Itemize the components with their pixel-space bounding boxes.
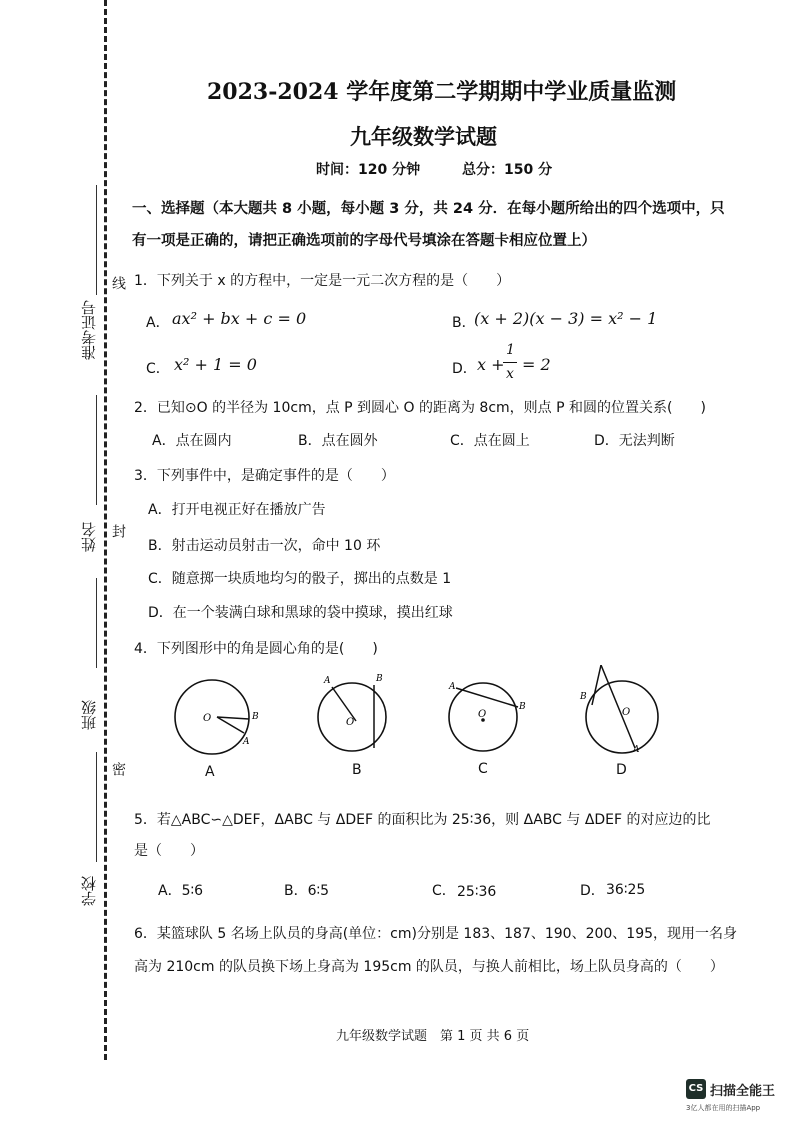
q1-option-d-label: D． [452,361,477,377]
exam-title: 2023-2024 学年度第二学期期中学业质量监测 [207,79,677,105]
name-label: 姓名 [80,522,98,552]
q1-option-b-expr: (x + 2)(x − 3) = x² − 1 [474,309,658,328]
q1-stem: 1．下列关于 x 的方程中，一定是一元二次方程的是（ ） [134,273,511,289]
seal-secret-char: 密 [110,762,126,776]
q5-option-d-value: 36∶25 [606,882,646,898]
q4-fig-label-d: D [616,762,627,778]
q1-option-c-label: C． [146,361,170,377]
seal-line-char: 线 [110,276,126,290]
class-label: 班级 [80,700,98,730]
q4-fig-label-b: B [352,762,362,778]
q5-option-c-label: C． [432,883,456,899]
q4-fig-d-point-a: A [633,745,640,755]
q4-figure-d [579,665,658,755]
q3-option-d: D．在一个装满白球和黑球的袋中摸球，摸出红球 [148,605,453,621]
q6-stem-line2: 高为 210cm 的队员换下场上身高为 195cm 的队员，与换人前相比，场上队员身高的（ ） [134,959,724,975]
q4-fig-a-point-o: O [203,713,212,724]
binding-dashed-line [104,0,107,1060]
q5-option-b: B．6∶5 [284,883,330,899]
exam-id-blank-lower [96,395,97,505]
page-footer: 九年级数学试题 第 1 页 共 6 页 [336,1029,530,1044]
q6-stem-line1: 6．某篮球队 5 名场上队员的身高(单位：cm)分别是 183、187、190、200、195，现用一名身 [134,926,738,942]
q1-option-d-expr-left: x + [477,355,505,374]
q4-fig-d-point-b: B [580,692,587,702]
q3-option-c: C．随意掷一块质地均匀的骰子，掷出的点数是 1 [148,571,452,587]
name-blank [96,578,97,668]
q5-option-d-label: D． [580,883,605,899]
q1-option-d-denominator: x [506,366,514,382]
q4-fig-label-a: A [205,764,215,780]
q2-stem: 2．已知⊙O 的半径为 10cm，点 P 到圆心 O 的距离为 8cm，则点 P 和圆的位置关系( ) [134,400,706,416]
q4-figures [160,665,690,785]
q4-fig-b-point-o: O [346,717,355,728]
q1-option-d-fraction-bar [503,362,517,363]
exam-time: 时间：120 分钟 [316,162,421,178]
q2-option-d: D．无法判断 [594,433,675,449]
q1-option-d-numerator: 1 [506,342,515,358]
q4-figure-a [175,680,259,754]
q3-option-b: B．射击运动员射击一次，命中 10 环 [148,538,381,554]
exam-id-label: 准考证号 [80,300,98,360]
school-label: 学校 [80,876,98,906]
q5-option-c-value: 25∶36 [457,884,497,900]
q2-option-c: C．点在圆上 [450,433,530,449]
q4-fig-b-point-b: B [376,674,383,684]
q4-fig-b-point-a: A [324,676,331,686]
q4-fig-c-point-a: A [449,682,456,692]
exam-subtitle: 九年级数学试题 [350,124,497,149]
q1-option-b-label: B． [452,315,476,331]
q1-option-d-expr-right: = 2 [522,355,551,374]
exam-score: 总分：150 分 [462,162,553,178]
exam-id-blank [96,185,97,295]
q4-fig-a-point-b: B [252,712,259,722]
scanner-tagline: 3亿人都在用的扫描App [686,1104,761,1112]
q3-stem: 3．下列事件中，是确定事件的是（ ） [134,468,395,484]
scanner-app-name: 扫描全能王 [710,1084,776,1099]
q4-stem: 4．下列图形中的角是圆心角的是( ) [134,641,378,657]
section-heading-line1: 一、选择题（本大题共 8 小题，每小题 3 分，共 24 分．在每小题所给出的四个选项中，只 [132,201,725,217]
q4-fig-a-point-a: A [243,737,250,747]
q4-figure-c [448,682,526,751]
section-heading-line2: 有一项是正确的，请把正确选项前的字母代号填涂在答题卡相应位置上） [132,233,596,249]
q2-option-b: B．点在圆外 [298,433,378,449]
class-blank [96,752,97,862]
q5-stem-line2: 是（ ） [134,843,204,859]
seal-seal-char: 封 [110,524,126,538]
q4-figure-b [318,674,386,751]
q4-fig-d-point-o: O [622,707,631,718]
q4-fig-c-point-o: O [478,709,487,720]
q1-option-a-label: A． [146,315,170,331]
q3-option-a: A．打开电视正好在播放广告 [148,502,326,518]
q1-option-a-expr: ax² + bx + c = 0 [172,309,307,328]
q4-fig-label-c: C [478,761,488,777]
q2-option-a: A．点在圆内 [152,433,232,449]
q5-option-a: A．5∶6 [158,883,204,899]
scanner-logo: CS [686,1079,706,1099]
q1-option-c-expr: x² + 1 = 0 [174,355,257,374]
q4-fig-c-point-b: B [519,702,526,712]
q5-stem-line1: 5．若△ABC∽△DEF，ΔABC 与 ΔDEF 的面积比为 25∶36，则 ΔABC 与 ΔDEF 的对应边的比 [134,812,711,828]
